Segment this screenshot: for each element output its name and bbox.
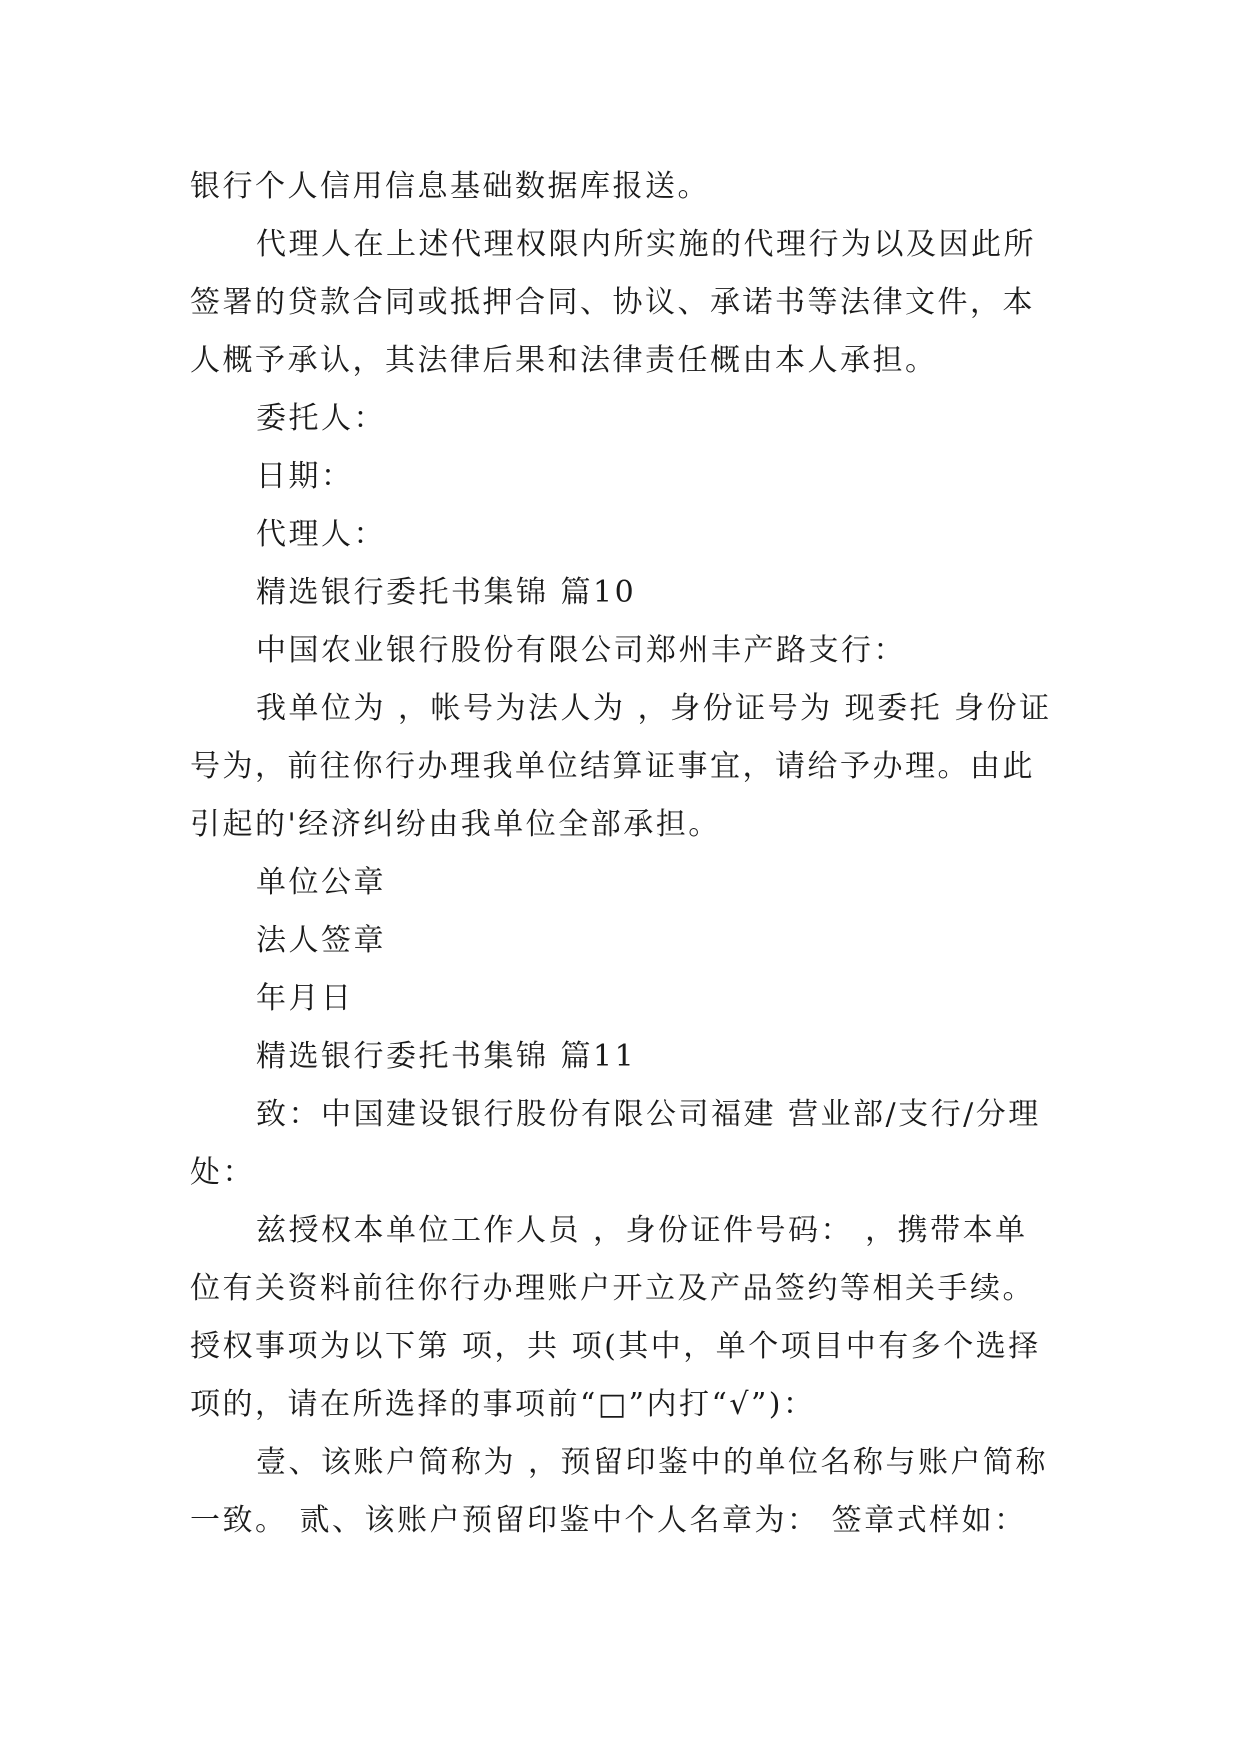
legal-person-seal-label: 法人签章	[256, 923, 386, 958]
paragraph-continuation: 银行个人信用信息基础数据库报送。	[190, 169, 710, 204]
principal-label: 委托人：	[256, 401, 386, 436]
unit-seal-label: 单位公章	[256, 865, 386, 900]
addressee-ccb-fujian: 致：中国建设银行股份有限公司福建 营业部/支行/分理处：	[190, 1097, 1041, 1190]
addressee-abc-zhengzhou: 中国农业银行股份有限公司郑州丰产路支行：	[256, 633, 906, 668]
paragraph-agent-liability: 代理人在上述代理权限内所实施的代理行为以及因此所签署的贷款合同或抵押合同、协议、承诺书等法律文件，本人概予承认，其法律后果和法律责任概由本人承担。	[190, 227, 1036, 378]
date-label: 日期：	[256, 459, 354, 494]
section-heading-11: 精选银行委托书集锦 篇11	[256, 1039, 637, 1074]
date-placeholder: 年月日	[256, 981, 354, 1016]
section-heading-10: 精选银行委托书集锦 篇10	[256, 575, 637, 610]
agent-label: 代理人：	[256, 517, 386, 552]
paragraph-unit-authorization: 我单位为 ，帐号为法人为 ，身份证号为 现委托 身份证号为，前往你行办理我单位结算证事宜，请给予办理。由此引起的'经济纠纷由我单位全部承担。	[190, 691, 1052, 842]
paragraph-account-items: 壹、该账户简称为 ，预留印鉴中的单位名称与账户简称一致。 贰、该账户预留印鉴中个人名章为： 签章式样如：	[190, 1445, 1049, 1538]
document-body	[190, 158, 1052, 1550]
paragraph-staff-authorization: 兹授权本单位工作人员 ，身份证件号码： ，携带本单位有关资料前往你行办理账户开立及产品签约等相关手续。授权事项为以下第 项，共 项(其中，单个项目中有多个选择项的，请在所选择的事项前“□”内打“√”)：	[190, 1213, 1041, 1422]
